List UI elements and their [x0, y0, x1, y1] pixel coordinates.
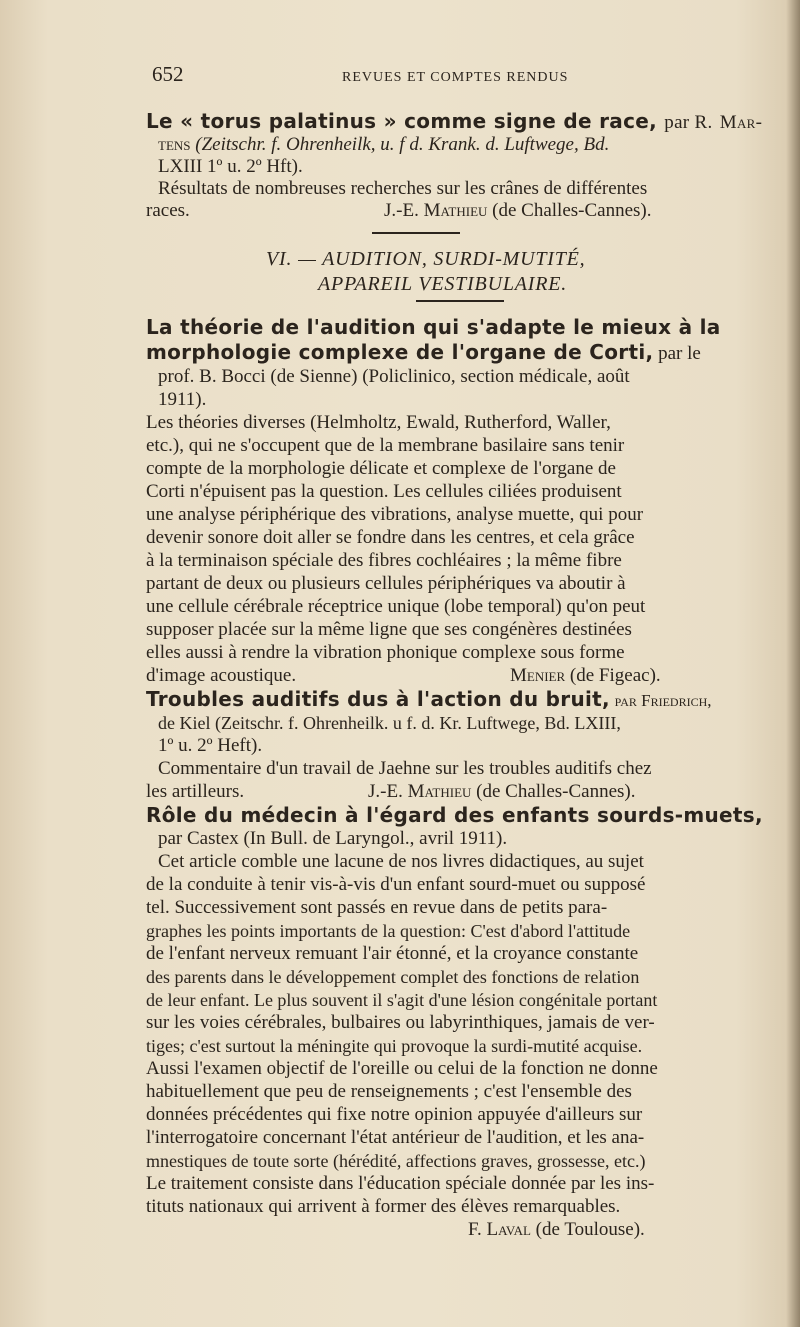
article1-source2: LXIII 1º u. 2º Hft). [158, 156, 303, 177]
article1-title: Le « torus palatinus » comme signe de race, [146, 109, 657, 133]
article4-body-line: de la conduite à tenir vis-à-vis d'un enfant sourd-muet ou supposé [146, 874, 646, 895]
article3-reviewer: J.-E. Mathieu [368, 781, 472, 802]
article4-body-line: habituellement que peu de renseignements ; c'est l'ensemble des [146, 1081, 632, 1102]
article3-body-line2 [146, 781, 778, 803]
article4-body-line: Aussi l'examen objectif de l'oreille ou celui de la fonction ne donne [146, 1058, 658, 1079]
article3-body2: les artilleurs. [146, 781, 245, 802]
article2-reviewer-place: (de Figeac). [569, 665, 661, 686]
article2-body-line: d'image acoustique. [146, 665, 297, 686]
divider-rule-bottom [416, 300, 504, 302]
article2-body-line: Corti n'épuisent pas la question. Les cellules ciliées produisent [146, 481, 622, 502]
article2-author1: prof. B. Bocci (de Sienne) (Policlinico, section médicale, août [158, 366, 630, 387]
article2-reviewer-block [510, 665, 661, 687]
article2-reviewer: Menier [510, 665, 566, 686]
article4-byline: par Castex (In Bull. de Laryngol., avril 1911). [158, 828, 508, 849]
article1-source-line1 [158, 134, 790, 156]
article2-body-line: partant de deux ou plusieurs cellules périphériques va aboutir à [146, 573, 626, 594]
article2-body-last-line [146, 665, 778, 687]
article4-reviewer-place: (de Toulouse). [535, 1219, 645, 1240]
article2-body-line: une analyse périphérique des vibrations, analyse muette, qui pour [146, 504, 644, 525]
article1-author-b: tens [158, 134, 191, 155]
article4-body-line: graphes les points importants de la question: C'est d'abord l'attitude [146, 921, 631, 941]
article3-reviewer-block [368, 781, 636, 803]
article4-body-line: des parents dans le développement complet des fonctions de relation [146, 967, 640, 987]
article1-body-line2 [146, 200, 778, 222]
article2-body-line: devenir sonore doit aller se fondre dans les centres, et cela grâce [146, 527, 635, 548]
article3-byline: par Friedrich, [614, 691, 712, 710]
article3-title: Troubles auditifs dus à l'action du bruit, [146, 687, 610, 711]
article2-byline: par le [658, 343, 701, 364]
running-header [152, 62, 776, 90]
article4-body-line: l'interrogatoire concernant l'état antérieur de l'audition, et les ana- [146, 1127, 645, 1148]
running-title: REVUES ET COMPTES RENDUS [342, 70, 569, 85]
article4-body-line: tituts nationaux qui arrivent à former des élèves remarquables. [146, 1196, 621, 1217]
article2-title2: morphologie complexe de l'organe de Corti, [146, 340, 654, 364]
article4-body-line: mnestiques de toute sorte (hérédité, affections graves, grossesse, etc.) [146, 1151, 646, 1171]
article2-title1: La théorie de l'audition qui s'adapte le mieux à la [146, 315, 721, 339]
article3-title-line [146, 688, 778, 712]
article2-body-line: une cellule cérébrale réceptrice unique (lobe temporal) qu'on peut [146, 596, 646, 617]
article3-source1: de Kiel (Zeitschr. f. Ohrenheilk. u f. d. Kr. Luftwege, Bd. LXIII, [158, 713, 621, 733]
article4-body-line: tel. Successivement sont passés en revue dans de petits para- [146, 897, 608, 918]
article2-title-line2 [146, 341, 778, 365]
article4-reviewer: F. Laval [468, 1219, 531, 1240]
article4-reviewer-block [468, 1219, 768, 1241]
article4-body-line: de l'enfant nerveux remuant l'air étonné, et la croyance constante [146, 943, 639, 964]
article4-body-line: Le traitement consiste dans l'éducation spéciale donnée par les ins- [146, 1173, 655, 1194]
article1-body2: races. [146, 200, 190, 221]
article3-source2: 1º u. 2º Heft). [158, 735, 263, 756]
article1-byline: par R. [664, 112, 713, 133]
article2-body-line: à la terminaison spéciale des fibres cochléaires ; la même fibre [146, 550, 622, 571]
section-title-line2: APPAREIL VESTIBULAIRE. [318, 273, 568, 295]
article2-body-line: etc.), qui ne s'occupent que de la membrane basilaire sans tenir [146, 435, 625, 456]
article4-title: Rôle du médecin à l'égard des enfants sourds-muets, [146, 803, 763, 827]
article4-body-line: sur les voies cérébrales, bulbaires ou labyrinthiques, jamais de ver- [146, 1012, 655, 1033]
article1-title-line [146, 110, 778, 134]
article3-reviewer-place: (de Challes-Cannes). [476, 781, 636, 802]
article4-body-line: tiges; c'est surtout la méningite qui provoque la surdi-mutité acquise. [146, 1036, 643, 1056]
section-title-line1: VI. — AUDITION, SURDI-MUTITÉ, [266, 248, 586, 270]
article1-reviewer-place: (de Challes-Cannes). [492, 200, 652, 221]
article1-author-a: Mar- [719, 112, 763, 133]
article2-body-line: Les théories diverses (Helmholtz, Ewald, Rutherford, Waller, [146, 412, 611, 433]
article1-reviewer-block [384, 200, 652, 222]
article1-body1: Résultats de nombreuses recherches sur les crânes de différentes [158, 178, 648, 199]
article2-body-line: elles aussi à rendre la vibration phonique complexe sous forme [146, 642, 625, 663]
article4-body-line: de leur enfant. Le plus souvent il s'agit d'une lésion congénitale portant [146, 990, 658, 1010]
article2-author2: 1911). [158, 389, 207, 410]
article2-body-line: compte de la morphologie délicate et complexe de l'organe de [146, 458, 616, 479]
article1-source1: (Zeitschr. f. Ohrenheilk, u. f d. Krank. d. Luftwege, Bd. [195, 134, 610, 155]
article4-body-line: Cet article comble une lacune de nos livres didactiques, au sujet [158, 851, 644, 872]
article4-body-line: données précédentes qui fixe notre opinion appuyée d'ailleurs sur [146, 1104, 643, 1125]
page-number: 652 [152, 62, 184, 86]
article1-reviewer: J.-E. Mathieu [384, 200, 488, 221]
divider-rule-top [372, 232, 460, 234]
article3-body1: Commentaire d'un travail de Jaehne sur les troubles auditifs chez [158, 758, 652, 779]
article2-body-line: supposer placée sur la même ligne que ses congénères destinées [146, 619, 632, 640]
